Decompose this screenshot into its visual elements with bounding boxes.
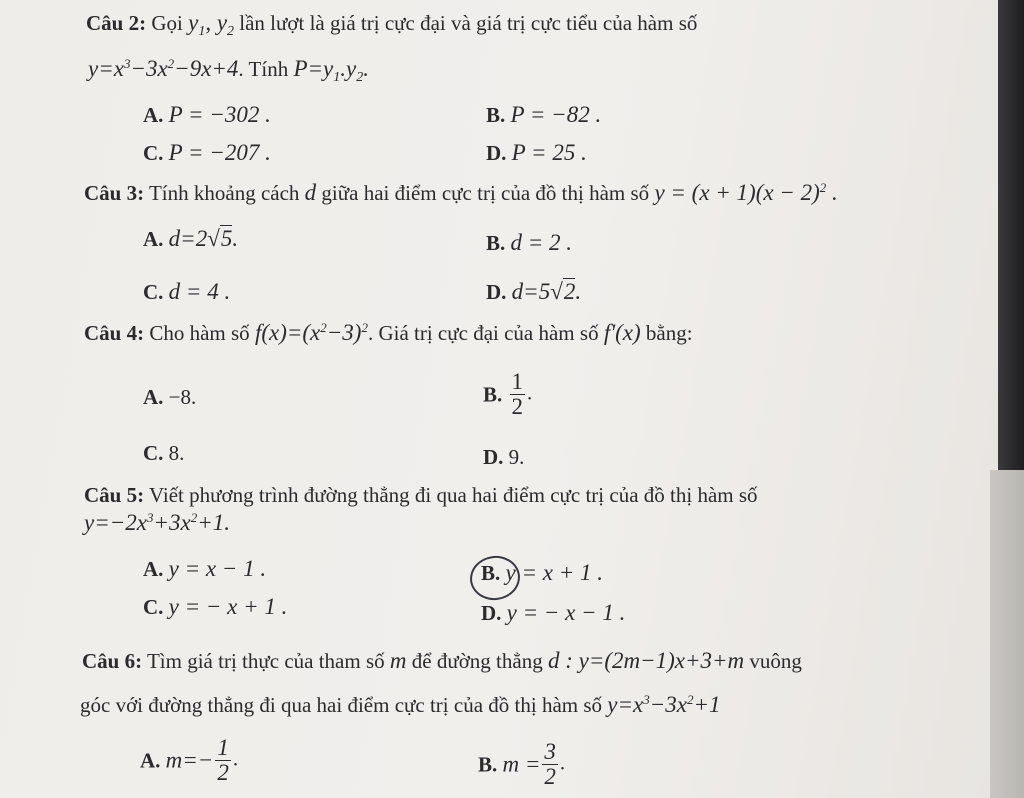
q2-tinh: . Tính <box>238 57 289 81</box>
q4-function: $f(x)=(x^2-3)^2$ <box>254 320 368 345</box>
q3-var-d: d <box>304 180 317 205</box>
q2-line2 <box>88 56 369 85</box>
q2-vars: $y_1$, $y_2$ <box>188 10 235 39</box>
q4-option-c: C. 8. <box>143 441 185 465</box>
q3-option-a-math: d=2√5. <box>168 226 239 251</box>
q5-option-d: D. y = − x − 1 . <box>481 600 626 625</box>
q4-derivative: f'(x) <box>603 320 641 345</box>
q5-option-c: C. y = − x + 1 . <box>143 594 288 619</box>
q5-label: Câu 5: <box>84 483 145 507</box>
q4-text-2: . Giá trị cực đại của hàm số <box>367 321 599 345</box>
q3-option-d: D. d=5√2. <box>486 279 582 304</box>
q6-option-a: A. m=− $\frac{1}{2}$ . <box>140 735 239 785</box>
q6-line2 <box>80 692 720 718</box>
q2-option-c: C. P = −207 . <box>143 140 271 165</box>
q6-var-m: m <box>389 648 407 673</box>
q4-line1 <box>84 320 693 346</box>
q6-option-b: B. m = $\frac{3}{2}$ . <box>478 739 566 789</box>
q5-line1 <box>84 482 758 508</box>
q6-text-2: để đường thẳng <box>411 649 543 673</box>
q2-label: Câu 2: <box>86 11 147 35</box>
q3-option-b: B. d = 2 . <box>486 230 573 255</box>
q3-function: $y = (x + 1)(x - 2)^2$ . <box>654 180 838 205</box>
q6-option-a-fraction: $\frac{1}{2}$ <box>217 735 229 785</box>
q3-text-2: giữa hai điểm cực trị của đồ thị hàm số <box>321 181 650 205</box>
q3-text-1: Tính khoảng cách <box>148 181 300 205</box>
q2-text-1: Gọi <box>151 11 183 35</box>
q6-label: Câu 6: <box>82 649 143 673</box>
q6-text-4: góc với đường thẳng đi qua hai điểm cực trị của đồ thị hàm số <box>80 693 603 717</box>
q6-line1 <box>82 648 802 674</box>
q3-option-a: A. d=2√5. <box>143 226 239 251</box>
q3-option-c: C. d = 4 . <box>143 279 231 304</box>
q6-text-3: vuông <box>749 649 802 673</box>
q5-line2 <box>84 510 230 536</box>
q2-line1 <box>86 10 698 39</box>
q4-option-d: D. 9. <box>483 445 525 469</box>
q6-function: $y=x^3-3x^2+1$ <box>607 692 721 717</box>
q2-function: $y=x^3-3x^2-9x+4$ <box>88 56 239 81</box>
q2-p-expr: $P=y_1.y_2$. <box>293 56 369 85</box>
q3-line1 <box>84 180 838 206</box>
q6-option-b-fraction: $\frac{3}{2}$ <box>544 739 556 789</box>
q4-label: Câu 4: <box>84 321 145 345</box>
q5-option-a: A. y = x − 1 . <box>143 556 267 581</box>
q2-text-2: lần lượt là giá trị cực đại và giá trị cực tiểu của hàm số <box>239 11 698 35</box>
q5-text: Viết phương trình đường thẳng đi qua hai điểm cực trị của đồ thị hàm số <box>148 483 758 507</box>
q2-option-a: A. P = −302 . <box>143 102 271 127</box>
q5-function: $y=-2x^3+3x^2+1$. <box>84 510 230 535</box>
q4-text-3: bằng: <box>645 321 693 345</box>
q5-option-b: B. y = x + 1 . <box>481 560 603 585</box>
q2-option-b: B. P = −82 . <box>486 102 602 127</box>
q6-line-d: d : y=(2m−1)x+3+m <box>547 648 745 673</box>
q6-text-1: Tìm giá trị thực của tham số <box>146 649 385 673</box>
q4-option-b-fraction: $\frac{1}{2}$ <box>511 369 524 419</box>
q3-option-d-math: d=5√2. <box>511 279 582 304</box>
q4-option-a: A. −8. <box>143 385 197 409</box>
q4-text-1: Cho hàm số <box>149 321 250 345</box>
page-edge-light <box>990 470 1024 798</box>
q2-option-d: D. P = 25 . <box>486 140 587 165</box>
q3-label: Câu 3: <box>84 181 145 205</box>
q4-option-b: B. $\frac{1}{2}$ . <box>483 369 533 419</box>
